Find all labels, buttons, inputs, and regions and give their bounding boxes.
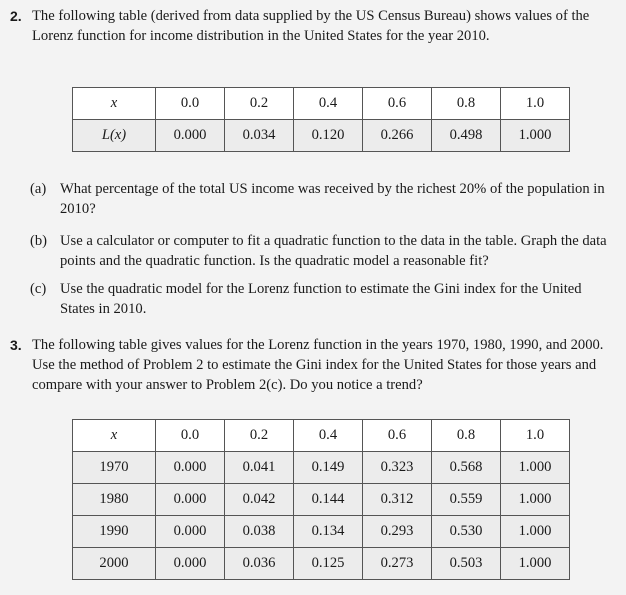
- x-cell: 0.8: [432, 420, 501, 452]
- x-cell: 1.0: [501, 88, 570, 120]
- value-cell: 0.038: [225, 516, 294, 548]
- table-row-x: [73, 420, 570, 452]
- value-cell: 0.144: [294, 484, 363, 516]
- value-cell: 0.000: [156, 452, 225, 484]
- problem-2: [8, 6, 616, 46]
- table-row-x: [73, 88, 570, 120]
- part-b-text: Use a calculator or computer to fit a quadratic function to the data in the table. Graph the data points and the quadratic function. Is the quadratic model a reasonable fit?: [60, 233, 607, 269]
- part-c-label: (c): [30, 281, 47, 297]
- problem-3: [8, 335, 616, 395]
- value-cell: 0.000: [156, 484, 225, 516]
- problem-3-text: The following table gives values for the Lorenz function in the years 1970, 1980, 1990, and 2000. Use the method of Problem 2 to estimate the Gini index for the United States for those years and compare with your answer to Problem 2(c). Do you notice a trend?: [32, 337, 604, 393]
- value-cell: 0.559: [432, 484, 501, 516]
- x-cell: 0.4: [294, 420, 363, 452]
- table-row: [73, 516, 570, 548]
- lx-cell: 0.034: [225, 120, 294, 152]
- x-cell: 0.6: [363, 420, 432, 452]
- year-cell: 1970: [73, 452, 156, 484]
- part-a-label: (a): [30, 181, 47, 197]
- lx-cell: 1.000: [501, 120, 570, 152]
- x-cell: 0.4: [294, 88, 363, 120]
- table-row: [73, 484, 570, 516]
- header-x-label: x: [73, 420, 156, 452]
- value-cell: 0.000: [156, 516, 225, 548]
- value-cell: 0.530: [432, 516, 501, 548]
- part-b-label: (b): [30, 233, 48, 249]
- x-cell: 0.8: [432, 88, 501, 120]
- part-b: [30, 231, 610, 271]
- year-cell: 1980: [73, 484, 156, 516]
- value-cell: 0.568: [432, 452, 501, 484]
- value-cell: 0.503: [432, 548, 501, 580]
- value-cell: 1.000: [501, 548, 570, 580]
- value-cell: 0.125: [294, 548, 363, 580]
- value-cell: 0.134: [294, 516, 363, 548]
- value-cell: 0.041: [225, 452, 294, 484]
- part-c-text: Use the quadratic model for the Lorenz function to estimate the Gini index for the United States in 2010.: [60, 281, 582, 317]
- value-cell: 0.323: [363, 452, 432, 484]
- problem-2-number: 2.: [10, 8, 22, 24]
- lx-cell: 0.266: [363, 120, 432, 152]
- part-a: [30, 179, 610, 219]
- row-lx-label: L(x): [73, 120, 156, 152]
- value-cell: 0.312: [363, 484, 432, 516]
- value-cell: 1.000: [501, 484, 570, 516]
- table-row: [73, 548, 570, 580]
- value-cell: 1.000: [501, 516, 570, 548]
- x-cell: 0.0: [156, 420, 225, 452]
- lx-cell: 0.000: [156, 120, 225, 152]
- x-cell: 0.0: [156, 88, 225, 120]
- table-row-lx: [73, 120, 570, 152]
- part-a-text: What percentage of the total US income was received by the richest 20% of the population in 2010?: [60, 181, 605, 217]
- value-cell: 0.042: [225, 484, 294, 516]
- value-cell: 0.293: [363, 516, 432, 548]
- value-cell: 0.149: [294, 452, 363, 484]
- value-cell: 1.000: [501, 452, 570, 484]
- x-cell: 0.6: [363, 88, 432, 120]
- x-cell: 1.0: [501, 420, 570, 452]
- problem-2-text: The following table (derived from data supplied by the US Census Bureau) shows values of the Lorenz function for income distribution in the United States for the year 2010.: [32, 8, 590, 44]
- header-x-label: x: [73, 88, 156, 120]
- table-row: [73, 452, 570, 484]
- x-cell: 0.2: [225, 420, 294, 452]
- problem-3-number: 3.: [10, 337, 22, 353]
- part-c: [30, 279, 610, 319]
- value-cell: 0.273: [363, 548, 432, 580]
- lorenz-table-2010: [72, 87, 570, 152]
- value-cell: 0.036: [225, 548, 294, 580]
- year-cell: 2000: [73, 548, 156, 580]
- year-cell: 1990: [73, 516, 156, 548]
- lx-cell: 0.498: [432, 120, 501, 152]
- value-cell: 0.000: [156, 548, 225, 580]
- lx-cell: 0.120: [294, 120, 363, 152]
- x-cell: 0.2: [225, 88, 294, 120]
- lorenz-table-decades: [72, 419, 570, 580]
